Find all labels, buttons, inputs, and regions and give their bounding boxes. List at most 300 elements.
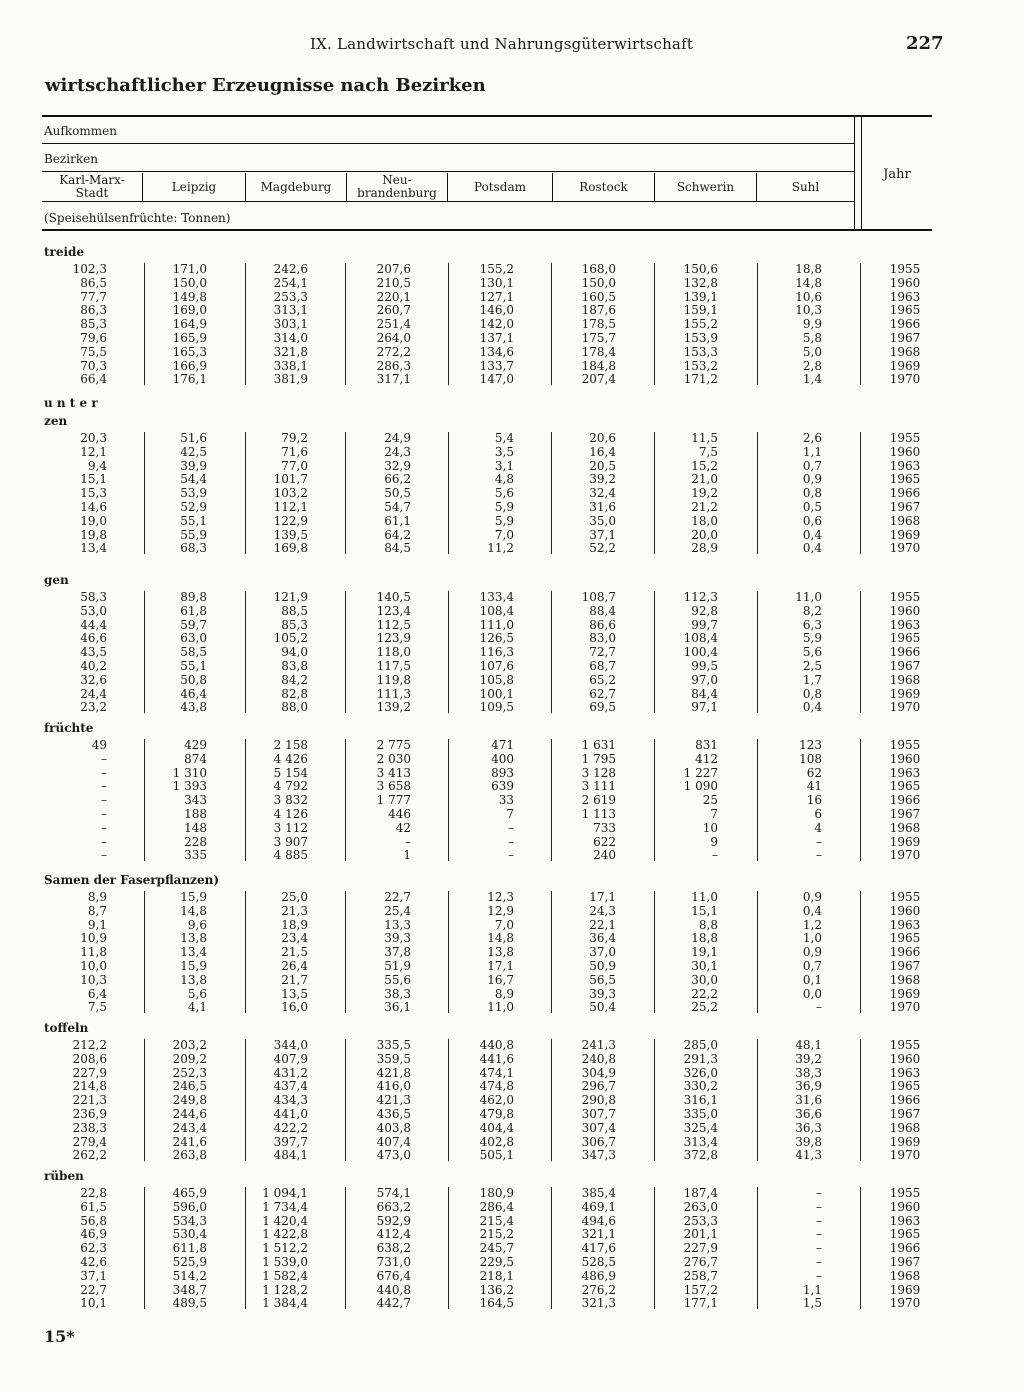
value-cell: 155,2 [683,317,718,332]
value-cell: 7 [710,807,718,821]
value-cell: 61,5 [80,1199,107,1214]
value-cell: 17,1 [487,959,514,973]
section-label: rüben [44,1169,84,1183]
value-cell: 160,5 [581,289,616,304]
value-cell: 42,6 [80,1255,107,1269]
value-cell: 530,4 [172,1227,207,1242]
value-cell: – [816,1186,822,1200]
value-cell: 403,8 [376,1120,411,1135]
section-label: Samen der Faserpflanzen) [44,873,220,887]
value-cell: – [816,1000,822,1015]
column-rule [860,891,861,1013]
value-cell: 446 [388,807,411,821]
value-cell: 159,1 [683,303,718,318]
year-cell: 1969 [889,834,921,849]
value-cell: 0,7 [802,959,822,973]
value-cell: 37,8 [384,945,411,960]
value-cell: 112,1 [273,500,308,514]
value-cell: 88,4 [589,603,616,618]
value-cell: 7,5 [87,1000,107,1015]
value-cell: 252,3 [172,1065,207,1080]
value-cell: 286,4 [479,1199,514,1214]
value-cell: 84,5 [384,541,411,556]
value-cell: 372,8 [683,1148,718,1163]
value-cell: 1,1 [802,1282,822,1297]
value-cell: – [508,820,514,835]
value-cell: 56,8 [80,1213,107,1228]
value-cell: 25 [702,793,718,808]
value-cell: 5,9 [494,513,514,528]
year-cell: 1955 [889,890,921,904]
value-cell: 36,1 [384,1000,411,1015]
value-cell: 385,4 [581,1186,616,1200]
value-cell: 1 777 [376,793,411,808]
value-cell: 139,2 [376,700,411,715]
value-cell: 431,2 [273,1065,308,1080]
value-cell: 38,3 [384,986,411,1001]
value-cell: 177,1 [683,1296,718,1311]
value-cell: 241,3 [581,1038,616,1052]
value-cell: 3,5 [494,444,514,459]
value-cell: 10,9 [80,931,107,946]
year-cell: 1960 [889,603,921,618]
value-cell: 176,1 [172,372,207,387]
value-cell: 139,1 [683,289,718,304]
value-cell: – [816,1255,822,1269]
value-cell: 11,8 [80,945,107,960]
value-cell: 436,5 [376,1107,411,1121]
value-cell: 150,0 [172,275,207,290]
value-cell: 276,2 [581,1282,616,1297]
value-cell: 5,9 [802,631,822,646]
year-cell: 1966 [889,793,921,808]
value-cell: 258,7 [683,1268,718,1283]
value-cell: 596,0 [172,1199,207,1214]
value-cell: 1 310 [172,765,207,780]
value-cell: 514,2 [172,1268,207,1283]
value-cell: 77,0 [281,458,308,473]
value-cell: 5,8 [802,331,822,345]
value-cell: 238,3 [72,1120,107,1135]
value-cell: 0,8 [802,486,822,501]
value-cell: 1,2 [802,917,822,932]
value-cell: 347,3 [581,1148,616,1163]
year-cell: 1967 [889,500,921,514]
year-cell: 1955 [889,262,921,276]
value-cell: 70,3 [80,358,107,373]
value-cell: 4 792 [273,779,308,794]
value-cell: 157,2 [683,1282,718,1297]
value-cell: 171,2 [683,372,718,387]
value-cell: 30,0 [691,972,718,987]
value-cell: 2,8 [802,358,822,373]
value-cell: 4,8 [494,472,514,487]
value-cell: 50,5 [384,486,411,501]
value-cell: 118,0 [376,645,411,660]
value-cell: 146,0 [479,303,514,318]
value-cell: 574,1 [376,1186,411,1200]
page-number: 227 [906,33,944,54]
value-cell: 215,2 [479,1227,514,1242]
value-cell: 236,9 [72,1107,107,1121]
value-cell: 489,5 [172,1296,207,1311]
value-cell: 7,5 [698,444,718,459]
value-cell: 1 420,4 [262,1213,308,1228]
value-cell: 84,4 [691,686,718,701]
value-cell: 13,4 [180,945,207,960]
value-cell: 4,1 [187,1000,207,1015]
year-cell: 1960 [889,275,921,290]
bezirk-rostock: Rostock [579,179,628,194]
year-cell: 1955 [889,431,921,445]
value-cell: 99,7 [691,617,718,632]
value-cell: 69,5 [589,700,616,715]
value-cell: 61,8 [180,603,207,618]
value-cell: – [816,1199,822,1214]
value-cell: 112,5 [376,617,411,632]
value-cell: 55,6 [384,972,411,987]
value-cell: 61,1 [384,513,411,528]
value-cell: 38,3 [795,1065,822,1080]
value-cell: 71,6 [281,444,308,459]
value-cell: 46,4 [180,686,207,701]
value-cell: 178,5 [581,317,616,332]
value-cell: 142,0 [479,317,514,332]
value-cell: 105,8 [479,672,514,687]
value-cell: 306,7 [581,1134,616,1149]
value-cell: 0,1 [802,972,822,987]
value-cell: 421,8 [376,1065,411,1080]
value-cell: 4 426 [273,751,308,766]
value-cell: 263,8 [172,1148,207,1163]
value-cell: 291,3 [683,1051,718,1066]
value-cell: 242,6 [273,262,308,276]
value-cell: 18,8 [691,931,718,946]
value-cell: 416,0 [376,1079,411,1094]
year-cell: 1967 [889,659,921,673]
year-cell: 1967 [889,959,921,973]
value-cell: 168,0 [581,262,616,276]
value-cell: 11,2 [487,541,514,556]
value-cell: 25,4 [384,903,411,918]
value-cell: 407,9 [273,1051,308,1066]
value-cell: – [508,834,514,849]
value-cell: 241,6 [172,1134,207,1149]
value-cell: 307,7 [581,1107,616,1121]
value-cell: 116,3 [479,645,514,660]
value-cell: 1 539,0 [262,1255,308,1269]
value-cell: 16 [806,793,822,808]
value-cell: 84,2 [281,672,308,687]
value-cell: 421,3 [376,1093,411,1108]
value-cell: 429 [184,738,207,752]
value-cell: 0,6 [802,513,822,528]
value-cell: 13,8 [180,972,207,987]
value-cell: 246,5 [172,1079,207,1094]
value-cell: 22,7 [80,1282,107,1297]
value-cell: 77,7 [80,289,107,304]
value-cell: 16,0 [281,1000,308,1015]
value-cell: 119,8 [376,672,411,687]
column-rule [860,1187,861,1309]
value-cell: 10,3 [795,303,822,318]
year-cell: 1968 [889,1268,921,1283]
value-cell: 0,9 [802,945,822,960]
value-cell: 155,2 [479,262,514,276]
value-cell: 21,2 [691,500,718,514]
value-cell: 0,4 [802,903,822,918]
value-cell: 412,4 [376,1227,411,1242]
value-cell: 5,0 [802,344,822,359]
value-cell: 505,1 [479,1148,514,1163]
value-cell: 317,1 [376,372,411,387]
value-cell: 55,9 [180,527,207,542]
value-cell: 3 111 [581,779,616,794]
value-cell: 178,4 [581,344,616,359]
value-cell: 31,6 [589,500,616,514]
value-cell: 123,9 [376,631,411,646]
value-cell: 0,5 [802,500,822,514]
value-cell: 65,2 [589,672,616,687]
value-cell: 26,4 [281,959,308,973]
value-cell: 321,8 [273,344,308,359]
value-cell: 16,4 [589,444,616,459]
value-cell: 82,8 [281,686,308,701]
value-cell: 5,6 [802,645,822,660]
value-cell: 188 [184,807,207,821]
section-label: u n t e r [44,396,98,410]
value-cell: 165,3 [172,344,207,359]
year-cell: 1970 [889,372,921,387]
value-cell: 117,5 [376,659,411,673]
value-cell: 97,0 [691,672,718,687]
value-cell: 54,4 [180,472,207,487]
year-cell: 1966 [889,945,921,960]
value-cell: 279,4 [72,1134,107,1149]
value-cell: 53,0 [80,603,107,618]
value-cell: 133,4 [479,590,514,604]
value-cell: 10,6 [795,289,822,304]
value-cell: 55,1 [180,659,207,673]
value-cell: 0,9 [802,890,822,904]
value-cell: 21,0 [691,472,718,487]
value-cell: 240 [593,848,616,863]
value-cell: 83,0 [589,631,616,646]
value-cell: 0,4 [802,541,822,556]
value-cell: 1,5 [802,1296,822,1311]
value-cell: 37,1 [589,527,616,542]
value-cell: 2,6 [802,431,822,445]
section-label: toffeln [44,1021,89,1035]
value-cell: 2 775 [376,738,411,752]
value-cell: 32,6 [80,672,107,687]
value-cell: 59,7 [180,617,207,632]
year-cell: 1966 [889,1093,921,1108]
value-cell: 66,4 [80,372,107,387]
value-cell: 20,3 [80,431,107,445]
value-cell: 893 [491,765,514,780]
value-cell: 676,4 [376,1268,411,1283]
value-cell: 638,2 [376,1241,411,1256]
column-rule [860,263,861,385]
value-cell: 83,8 [281,659,308,673]
value-cell: 402,8 [479,1134,514,1149]
value-cell: 108,7 [581,590,616,604]
value-cell: 100,1 [479,686,514,701]
value-cell: 228 [184,834,207,849]
year-cell: 1965 [889,631,921,646]
value-cell: 13,8 [487,945,514,960]
value-cell: 412 [695,751,718,766]
value-cell: 52,9 [180,500,207,514]
value-cell: 48,1 [795,1038,822,1052]
value-cell: 20,6 [589,431,616,445]
value-cell: 13,8 [180,931,207,946]
value-cell: 5,6 [187,986,207,1001]
value-cell: 39,2 [589,472,616,487]
year-cell: 1969 [889,527,921,542]
value-cell: 240,8 [581,1051,616,1066]
year-cell: 1969 [889,686,921,701]
value-cell: 253,3 [273,289,308,304]
value-cell: 21,7 [281,972,308,987]
value-cell: 58,5 [180,645,207,660]
value-cell: 11,0 [795,590,822,604]
jahr-header: Jahr [883,167,911,182]
year-cell: 1963 [889,1065,921,1080]
value-cell: 212,2 [72,1038,107,1052]
value-cell: 9,4 [87,458,107,473]
year-cell: 1970 [889,1000,921,1015]
year-cell: 1963 [889,1213,921,1228]
value-cell: 2,5 [802,659,822,673]
year-cell: 1960 [889,1199,921,1214]
value-cell: 25,0 [281,890,308,904]
value-cell: – [101,751,107,766]
value-cell: 88,5 [281,603,308,618]
value-cell: 180,9 [479,1186,514,1200]
value-cell: 611,8 [172,1241,207,1256]
value-cell: 3 832 [273,793,308,808]
value-cell: 592,9 [376,1213,411,1228]
value-cell: 88,0 [281,700,308,715]
value-cell: 85,3 [80,317,107,332]
value-cell: 1,7 [802,672,822,687]
value-cell: 171,0 [172,262,207,276]
section-label: früchte [44,721,94,735]
value-cell: 434,3 [273,1093,308,1108]
value-cell: 18,9 [281,917,308,932]
value-cell: 33 [498,793,514,808]
value-cell: 245,7 [479,1241,514,1256]
value-cell: 24,4 [80,686,107,701]
value-cell: 23,2 [80,700,107,715]
value-cell: 22,7 [384,890,411,904]
value-cell: 10,1 [80,1296,107,1311]
value-cell: 15,9 [180,890,207,904]
value-cell: 18,8 [795,262,822,276]
value-cell: 134,6 [479,344,514,359]
value-cell: 307,4 [581,1120,616,1135]
year-cell: 1963 [889,458,921,473]
value-cell: 335,0 [683,1107,718,1121]
value-cell: 22,8 [80,1186,107,1200]
value-cell: 169,0 [172,303,207,318]
value-cell: 139,5 [273,527,308,542]
value-cell: 126,5 [479,631,514,646]
value-cell: 22,2 [691,986,718,1001]
value-cell: 440,8 [376,1282,411,1297]
value-cell: 7,0 [494,527,514,542]
value-cell: 62,3 [80,1241,107,1256]
value-cell: 79,2 [281,431,308,445]
column-rule [860,1039,861,1161]
year-cell: 1970 [889,541,921,556]
value-cell: 8,7 [87,903,107,918]
value-cell: 41,3 [795,1148,822,1163]
value-cell: 484,1 [273,1148,308,1163]
column-rule [860,739,861,861]
value-cell: 19,8 [80,527,107,542]
value-cell: 12,9 [487,903,514,918]
value-cell: 51,6 [180,431,207,445]
value-cell: 272,2 [376,344,411,359]
value-cell: 108,4 [683,631,718,646]
year-cell: 1968 [889,1120,921,1135]
value-cell: 359,5 [376,1051,411,1066]
value-cell: 6,4 [87,986,107,1001]
value-cell: 8,2 [802,603,822,618]
value-cell: 37,0 [589,945,616,960]
value-cell: 109,5 [479,700,514,715]
value-cell: 13,3 [384,917,411,932]
value-cell: 1,1 [802,444,822,459]
value-cell: 474,8 [479,1079,514,1094]
value-cell: 35,0 [589,513,616,528]
value-cell: 54,7 [384,500,411,514]
value-cell: 89,8 [180,590,207,604]
section-label: gen [44,573,69,587]
value-cell: 276,7 [683,1255,718,1269]
value-cell: 39,8 [795,1134,822,1149]
value-cell: – [816,848,822,863]
value-cell: 107,6 [479,659,514,673]
value-cell: 1,0 [802,931,822,946]
value-cell: 11,5 [691,431,718,445]
value-cell: 23,4 [281,931,308,946]
value-cell: 14,8 [487,931,514,946]
value-cell: 313,1 [273,303,308,318]
year-cell: 1965 [889,1079,921,1094]
value-cell: 55,1 [180,513,207,528]
year-cell: 1963 [889,765,921,780]
year-cell: 1960 [889,903,921,918]
value-cell: 314,0 [273,331,308,345]
value-cell: 473,0 [376,1148,411,1163]
bezirk-magdeburg: Magdeburg [260,179,332,194]
value-cell: 441,6 [479,1051,514,1066]
value-cell: 330,2 [683,1079,718,1094]
value-cell: 111,3 [376,686,411,701]
value-cell: 21,3 [281,903,308,918]
value-cell: 285,0 [683,1038,718,1052]
value-cell: 1 631 [581,738,616,752]
value-cell: 50,9 [589,959,616,973]
value-cell: – [405,834,411,849]
value-cell: 64,2 [384,527,411,542]
value-cell: 108 [799,751,822,766]
value-cell: 407,4 [376,1134,411,1149]
